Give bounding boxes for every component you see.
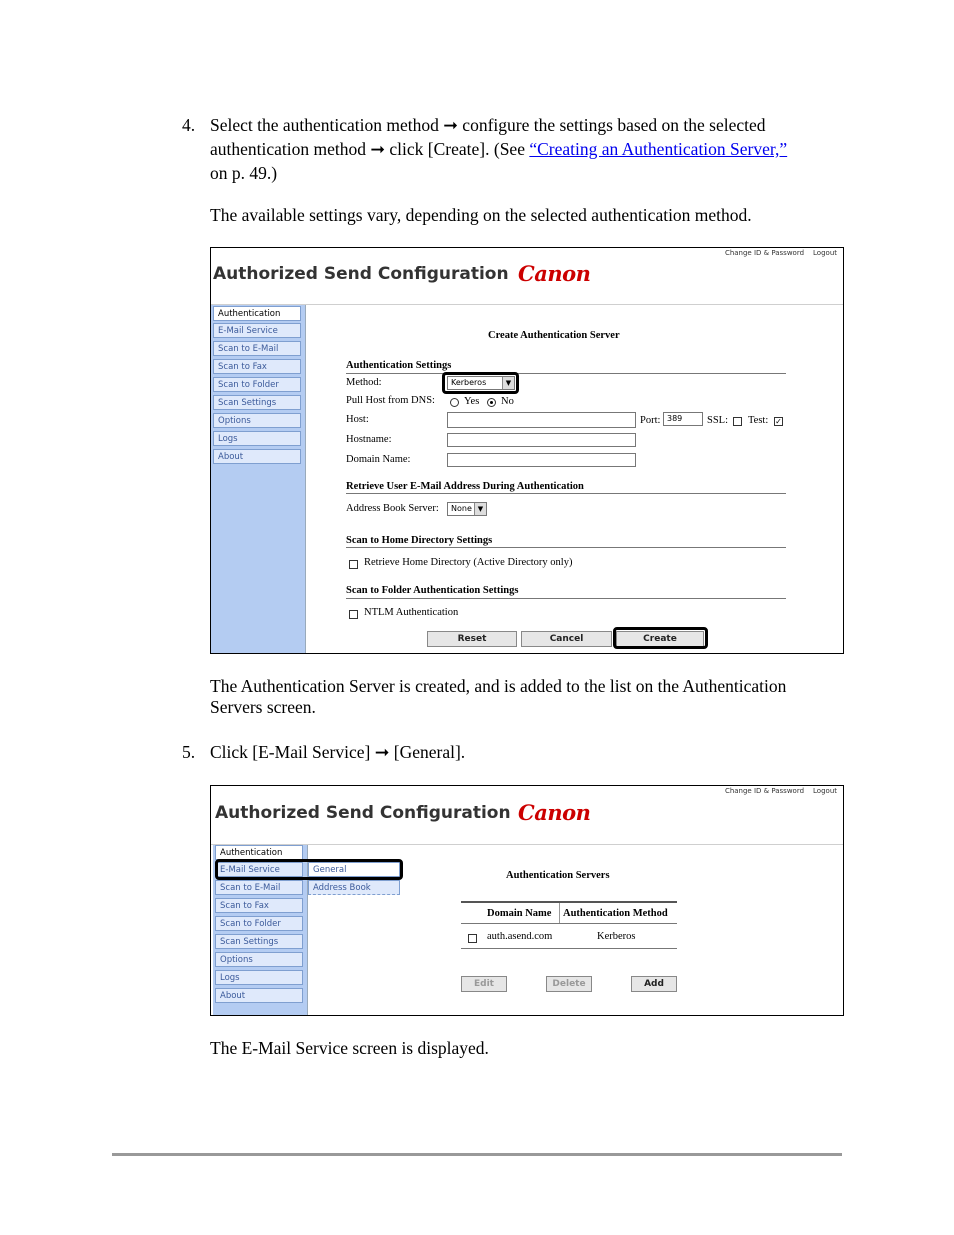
nav-about[interactable]: About bbox=[213, 449, 301, 464]
delete-button[interactable]: Delete bbox=[546, 976, 592, 992]
folder-auth-heading: Scan to Folder Authentication Settings bbox=[346, 585, 519, 596]
ntlm-label: NTLM Authentication bbox=[364, 607, 459, 618]
step-5-number: 5. bbox=[182, 742, 196, 762]
create-auth-server-screenshot bbox=[210, 247, 844, 654]
nav-authentication[interactable]: Authentication bbox=[213, 306, 301, 321]
nav-options[interactable]: Options bbox=[213, 413, 301, 428]
create-highlight bbox=[613, 627, 708, 649]
step-5-text: Click [E-Mail Service] ➞ [General]. bbox=[210, 742, 466, 762]
domain-name-input[interactable] bbox=[447, 453, 636, 467]
result-line-2: Servers screen. bbox=[210, 697, 316, 717]
email-service-screenshot bbox=[210, 785, 844, 1016]
section-rule bbox=[346, 598, 786, 599]
row-auth-method: Kerberos bbox=[597, 931, 636, 942]
method-highlight bbox=[442, 372, 519, 394]
result-line-1: The Authentication Server is created, and is added to the list on the Authentication bbox=[210, 676, 787, 696]
result-text bbox=[210, 674, 850, 719]
method-select[interactable]: Kerberos ▼ bbox=[447, 376, 515, 390]
pull-host-no-radio[interactable] bbox=[487, 398, 496, 407]
nav-scan-settings[interactable]: Scan Settings bbox=[215, 934, 303, 949]
section-rule bbox=[346, 547, 786, 548]
host-input[interactable] bbox=[447, 412, 636, 428]
email-service-general-highlight bbox=[215, 859, 403, 880]
section-rule bbox=[346, 373, 786, 374]
ssl-checkbox[interactable] bbox=[733, 417, 742, 426]
port-label: Port: bbox=[640, 415, 661, 426]
ssl-label: SSL: bbox=[707, 415, 729, 426]
app-title: Authorized Send Configuration bbox=[215, 803, 511, 823]
nav-options[interactable]: Options bbox=[215, 952, 303, 967]
nav-scan-to-folder[interactable]: Scan to Folder bbox=[215, 916, 303, 931]
change-id-password-link[interactable]: Change ID & Password bbox=[724, 787, 805, 795]
nav-scan-to-email[interactable]: Scan to E-Mail bbox=[213, 341, 301, 356]
add-button[interactable]: Add bbox=[631, 976, 677, 992]
nav-scan-to-fax[interactable]: Scan to Fax bbox=[213, 359, 301, 374]
no-label: No bbox=[501, 396, 514, 407]
home-directory-heading: Scan to Home Directory Settings bbox=[346, 535, 493, 546]
retrieve-home-dir-label: Retrieve Home Directory (Active Directory only) bbox=[364, 557, 573, 568]
nav-email-service[interactable]: E-Mail Service bbox=[215, 862, 303, 877]
section-rule bbox=[346, 493, 786, 494]
nav-scan-to-fax[interactable]: Scan to Fax bbox=[215, 898, 303, 913]
logout-link[interactable]: Logout bbox=[813, 787, 837, 795]
table-bottom-rule bbox=[461, 948, 677, 949]
hostname-label: Hostname: bbox=[346, 434, 392, 445]
step-4-line-3: on p. 49.) bbox=[210, 163, 278, 183]
dropdown-arrow-icon: ▼ bbox=[502, 377, 514, 389]
create-button[interactable]: Create bbox=[616, 631, 704, 647]
form-heading: Create Authentication Server bbox=[488, 330, 620, 341]
method-label: Method: bbox=[346, 377, 382, 388]
host-label: Host: bbox=[346, 414, 369, 425]
submenu-address-book[interactable]: Address Book bbox=[308, 880, 400, 895]
reset-button[interactable]: Reset bbox=[427, 631, 517, 647]
nav-about[interactable]: About bbox=[215, 988, 303, 1003]
table-top-rule bbox=[461, 901, 677, 903]
domain-name-label: Domain Name: bbox=[346, 454, 411, 465]
hostname-input[interactable] bbox=[447, 433, 636, 447]
step-4-line-1: Select the authentication method ➞ configure the settings based on the selected bbox=[210, 115, 766, 135]
creating-auth-server-link[interactable]: “Creating an Authentication Server,” bbox=[529, 139, 788, 159]
app-title: Authorized Send Configuration bbox=[213, 264, 509, 284]
dropdown-arrow-icon: ▼ bbox=[474, 503, 486, 515]
cancel-button[interactable]: Cancel bbox=[521, 631, 612, 647]
test-label: Test: bbox=[748, 415, 769, 426]
retrieve-home-dir-checkbox[interactable] bbox=[349, 560, 358, 569]
auth-servers-heading: Authentication Servers bbox=[506, 870, 610, 881]
sidebar bbox=[211, 305, 306, 653]
canon-logo: Canon bbox=[518, 800, 591, 825]
pull-host-label: Pull Host from DNS: bbox=[346, 395, 435, 406]
port-input[interactable]: 389 bbox=[663, 412, 703, 426]
top-links bbox=[716, 249, 837, 257]
step-4-number: 4. bbox=[182, 115, 196, 135]
logout-link[interactable]: Logout bbox=[813, 249, 837, 257]
settings-note: The available settings vary, depending on the selected authentication method. bbox=[210, 205, 752, 225]
address-book-server-label: Address Book Server: bbox=[346, 503, 439, 514]
change-id-password-link[interactable]: Change ID & Password bbox=[724, 249, 805, 257]
ntlm-checkbox[interactable] bbox=[349, 610, 358, 619]
footer-rule bbox=[112, 1153, 842, 1156]
top-links bbox=[716, 787, 837, 795]
nav-authentication[interactable]: Authentication bbox=[215, 845, 303, 860]
nav-scan-to-folder[interactable]: Scan to Folder bbox=[213, 377, 301, 392]
address-book-server-select[interactable]: None ▼ bbox=[447, 502, 487, 516]
row-domain-name: auth.asend.com bbox=[487, 931, 553, 942]
header-rule bbox=[461, 923, 677, 924]
submenu-general[interactable]: General bbox=[308, 862, 400, 877]
yes-label: Yes bbox=[464, 396, 480, 407]
nav-logs[interactable]: Logs bbox=[215, 970, 303, 985]
col-domain-name: Domain Name bbox=[487, 908, 552, 919]
nav-email-service[interactable]: E-Mail Service bbox=[213, 323, 301, 338]
step-4-line-2: authentication method ➞ click [Create]. (See “Creating an Authentication Server,” bbox=[210, 139, 788, 159]
col-divider bbox=[559, 903, 560, 924]
row-checkbox[interactable] bbox=[468, 934, 477, 943]
nav-logs[interactable]: Logs bbox=[213, 431, 301, 446]
auth-settings-heading: Authentication Settings bbox=[346, 360, 452, 371]
final-text: The E-Mail Service screen is displayed. bbox=[210, 1038, 489, 1058]
nav-scan-to-email[interactable]: Scan to E-Mail bbox=[215, 880, 303, 895]
step-4-text bbox=[210, 113, 850, 185]
retrieve-email-heading: Retrieve User E-Mail Address During Authentication bbox=[346, 481, 584, 492]
edit-button[interactable]: Edit bbox=[461, 976, 507, 992]
nav-scan-settings[interactable]: Scan Settings bbox=[213, 395, 301, 410]
col-auth-method: Authentication Method bbox=[563, 908, 668, 919]
canon-logo: Canon bbox=[518, 261, 591, 286]
pull-host-yes-radio[interactable] bbox=[450, 398, 459, 407]
test-checkbox[interactable]: ✓ bbox=[775, 417, 782, 426]
